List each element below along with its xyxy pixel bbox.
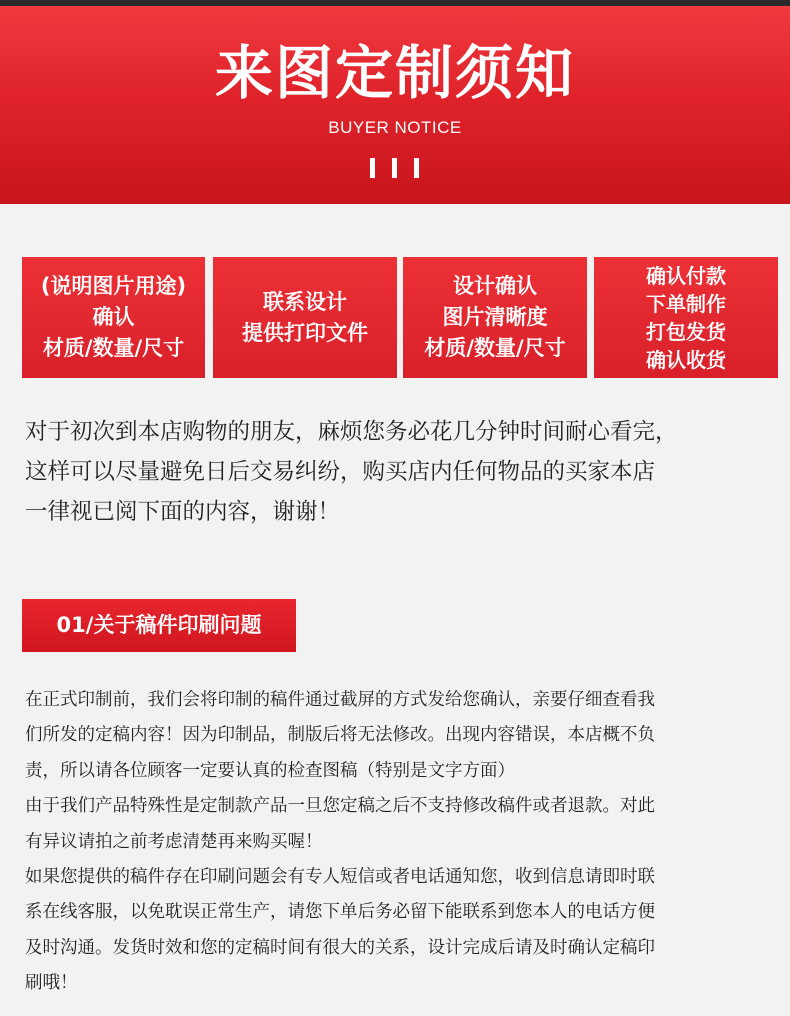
body-line: 如果您提供的稿件存在印刷问题会有专人短信或者电话通知您，收到信息请即时联 [25,867,655,888]
process-steps [22,257,778,378]
body-line: 由于我们产品特殊性是定制款产品一旦您定稿之后不支持修改稿件或者退款。对此 [25,796,655,817]
step-3-line-1: 设计确认 [453,274,537,298]
body-line: 及时沟通。发货时效和您的定稿时间有很大的关系，设计完成后请及时确认定稿印 [25,937,655,958]
step-box-2 [213,257,397,378]
body-line: 刷哦！ [25,973,78,994]
intro-line: 这样可以尽量避免日后交易纠纷，购买店内任何物品的买家本店 [25,459,656,485]
decorative-bar [414,158,419,178]
intro-line: 对于初次到本店购物的朋友，麻烦您务必花几分钟时间耐心看完， [25,419,678,445]
step-4-line-3: 打包发货 [646,319,726,344]
body-line: 在正式印制前，我们会将印制的稿件通过截屏的方式发给您确认，亲要仔细查看我 [25,690,655,710]
page-title: 来图定制须知 [214,39,575,107]
body-line: 有异议请拍之前考虑清楚再来购买喔！ [25,831,323,852]
step-4-line-1: 确认付款 [646,263,726,288]
section-heading: 01/关于稿件印刷问题 [22,599,296,652]
step-3-line-2: 图片清晰度 [442,305,548,329]
step-2-line-1: 联系设计 [263,289,347,314]
step-box-4 [594,257,778,378]
step-box-1 [22,257,205,378]
step-box-3 [403,257,587,378]
step-3-line-3: 材质/数量/尺寸 [424,336,566,360]
decorative-bars [370,158,422,178]
section-body [25,683,775,1002]
body-line: 责，所以请各位顾客一定要认真的检查图稿（特别是文字方面） [25,760,515,781]
step-1-line-2: 确认 [92,305,135,329]
decorative-bar [392,158,397,178]
intro-line: 一律视已阅下面的内容，谢谢！ [25,499,341,525]
page-subtitle: BUYER NOTICE [328,118,462,137]
decorative-bar [370,158,375,178]
step-4-line-4: 确认收货 [646,347,726,372]
step-2-line-2: 提供打印文件 [242,320,368,345]
step-1-line-1: (说明图片用途) [40,274,187,298]
step-4-line-2: 下单制作 [646,291,726,316]
body-line: 们所发的定稿内容！因为印制品，制版后将无法修改。出现内容错误，本店概不负 [25,725,655,746]
header-banner [0,6,790,204]
step-1-line-3: 材质/数量/尺寸 [42,336,185,360]
body-line: 系在线客服，以免耽误正常生产，请您下单后务必留下能联系到您本人的电话方便 [25,902,655,923]
intro-paragraph [25,412,780,532]
